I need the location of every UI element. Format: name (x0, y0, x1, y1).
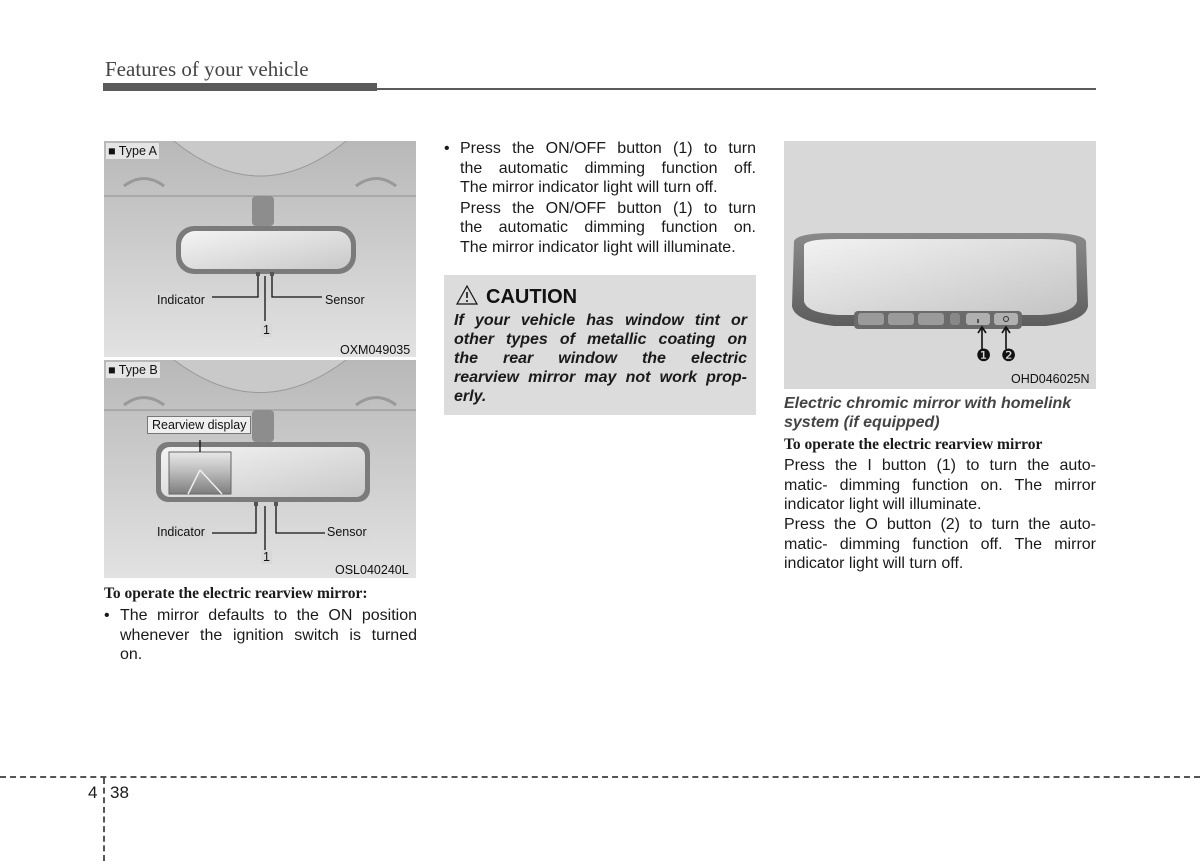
figure-b-code: OSL040240L (335, 563, 409, 577)
caution-line: the rear window the electric (454, 350, 747, 367)
col2-para2-line: The mirror indicator light will illuminate. (460, 238, 736, 256)
col3-para1-line: Press the I button (1) to turn the auto- (784, 457, 1096, 474)
col1-bullet-line: whenever the ignition switch is turned (120, 626, 417, 644)
figure-type-a (104, 141, 416, 357)
caution-text (454, 311, 747, 406)
page-number: 38 (110, 783, 129, 802)
figure-type-b (104, 360, 416, 578)
caution-line: other types of metallic coating on (454, 331, 747, 348)
col3-para2-line: matic- dimming function off. The mirror (784, 535, 1096, 553)
figure-b-sensor-label: Sensor (327, 525, 367, 539)
header-rule-thin (377, 88, 1096, 90)
chapter-number: 4 (88, 783, 98, 802)
col2-para1-line: The mirror indicator light will turn off. (460, 179, 718, 196)
col1-bullet-line: on. (120, 646, 143, 663)
homelink-figure-code: OHD046025N (1011, 372, 1090, 386)
col2-bullet-item (444, 139, 756, 257)
figure-a-code: OXM049035 (340, 343, 411, 357)
figure-a-sensor-label: Sensor (325, 293, 365, 307)
col3-para2-line: indicator light will turn off. (784, 555, 964, 572)
figure-a-type-label: ■ Type A (108, 144, 158, 158)
caption-line: system (if equipped) (784, 414, 940, 431)
figure-a-callout-number: 1 (263, 323, 270, 337)
col2-para2-line: the automatic dimming function on. (460, 219, 756, 236)
homelink-callout-2: ❷ (1001, 346, 1017, 365)
figure-homelink-mirror (784, 141, 1096, 389)
col1-bullet-item (104, 606, 417, 665)
figure-b-type-label: ■ Type B (108, 363, 158, 377)
caution-box (444, 275, 756, 415)
col2-para1-line: Press the ON/OFF button (1) to turn (460, 140, 756, 157)
col1-bullet-line: The mirror defaults to the ON position (120, 607, 417, 624)
caution-line: rearview mirror may not work prop- (454, 369, 747, 386)
mirror-type-b-illustration (104, 360, 416, 578)
header-rule-thick (103, 83, 377, 91)
col3-para2-line: Press the O button (2) to turn the auto- (784, 516, 1096, 533)
col3-para1 (784, 456, 1096, 515)
page-header-title: Features of your vehicle (105, 57, 309, 81)
footer-dashed-divider (103, 778, 105, 861)
col1-heading: To operate the electric rearview mirror: (104, 585, 368, 602)
caution-line: If your vehicle has window tint or (454, 312, 747, 329)
homelink-caption (784, 394, 1097, 432)
bullet-mark: • (444, 140, 450, 157)
caution-line: erly. (454, 388, 487, 405)
caution-title: CAUTION (486, 286, 578, 308)
col3-para1-line: indicator light will illuminate. (784, 496, 982, 513)
warning-triangle-icon (456, 285, 478, 305)
figure-b-callout-number: 1 (263, 550, 270, 564)
mirror-type-a-illustration (104, 141, 416, 357)
figure-a-indicator-label: Indicator (157, 293, 205, 307)
col3-heading: To operate the electric rearview mirror (784, 436, 1043, 453)
footer-dashed-rule (0, 776, 1200, 778)
homelink-mirror-illustration (784, 141, 1096, 389)
col3-para1-line: matic- dimming function on. The mirror (784, 476, 1096, 494)
caption-line: Electric chromic mirror with homelink (784, 395, 1072, 412)
figure-b-indicator-label: Indicator (157, 525, 205, 539)
col2-para1-line: the automatic dimming function off. (460, 159, 756, 177)
col3-para2 (784, 515, 1096, 574)
col2-para2-line: Press the ON/OFF button (1) to turn (460, 199, 756, 217)
figure-b-rearview-display-label: Rearview display (147, 416, 251, 434)
bullet-mark: • (104, 607, 110, 624)
homelink-callout-1: ❶ (976, 346, 992, 365)
